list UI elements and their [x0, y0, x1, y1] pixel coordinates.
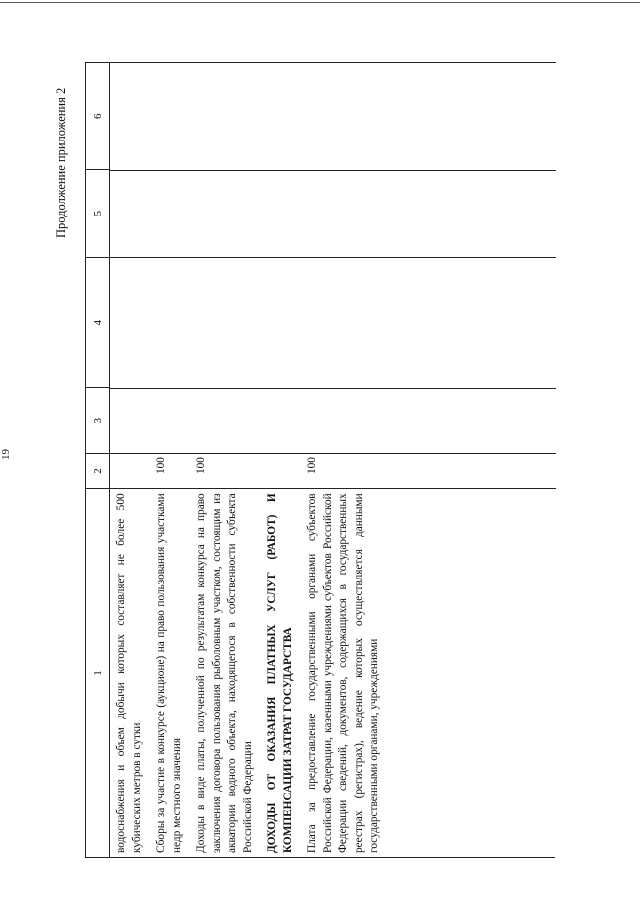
row-value: 100	[195, 457, 207, 474]
header-col-6: 6	[86, 62, 109, 169]
header-col-4: 4	[86, 257, 109, 387]
body-col-6	[110, 62, 556, 170]
table-body	[110, 62, 556, 857]
row-text: ДОХОДЫ ОТ ОКАЗАНИЯ ПЛАТНЫХ УСЛУГ (РАБОТ) И КОМПЕНСАЦИИ ЗАТРАТ ГОСУДАРСТВА	[266, 493, 294, 853]
table-row	[305, 457, 383, 853]
table-row	[194, 457, 256, 853]
table-row	[154, 457, 185, 853]
table-header-row	[85, 62, 110, 857]
row-value: 100	[306, 457, 318, 474]
body-col-1	[110, 457, 556, 857]
page-number: 19	[0, 449, 12, 460]
body-col-3	[110, 388, 556, 454]
body-col-2	[110, 454, 556, 489]
row-text: Доходы в виде платы, полученной по результатам конкурса на право заключения договора пользования рыболовным участком, состоящим из акватории водного объекта, находящегося в собственности субъекта Российской Федерации	[195, 493, 254, 853]
body-col-4	[110, 257, 556, 388]
row-text: Плата за предоставление государственными органами субъектов Российской Федерации, казенными учреждениями субъектов Российской Федерации сведений, документов, содержащихся в государственных реестрах (регистрах), ведение которых осуществляется данными государственными органами, учреждениями	[306, 493, 380, 853]
header-col-5: 5	[86, 169, 109, 257]
revenue-table	[85, 62, 555, 858]
header-col-2: 2	[86, 453, 109, 488]
header-col-3: 3	[86, 387, 109, 453]
table-caption: Продолжение приложения 2	[54, 87, 68, 238]
body-col-5	[110, 170, 556, 258]
row-text: Сборы за участие в конкурсе (аукционе) на право пользования участками недр местного значения	[155, 493, 183, 853]
table-row	[114, 493, 145, 853]
table-row-section-heading	[265, 493, 296, 853]
row-text: водоснабжения и объем добычи которых составляет не более 500 кубических метров в сутки	[115, 493, 143, 853]
header-col-1: 1	[86, 488, 109, 857]
row-value: 100	[155, 457, 167, 474]
